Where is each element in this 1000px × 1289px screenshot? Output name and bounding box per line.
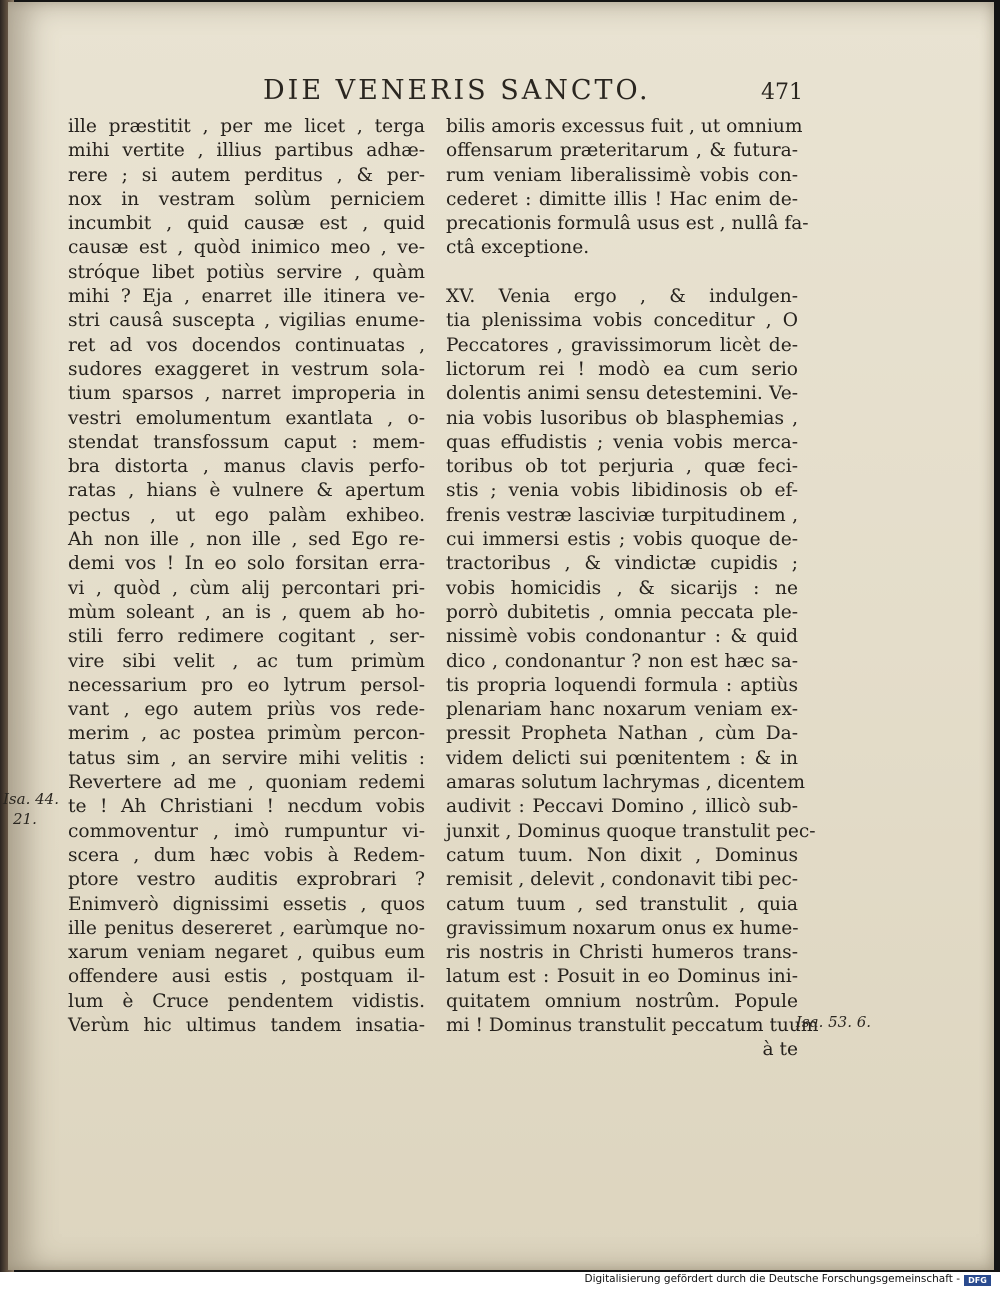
book-page [3, 2, 994, 1270]
text-line: xarum veniam negaret , quibus eum [68, 942, 425, 964]
text-line: vant , ego autem priùs vos rede- [68, 699, 425, 721]
text-line: nia vobis lusoribus ob blasphemias , [446, 407, 798, 429]
text-line: tis propria loquendi formula : aptiùs [446, 674, 798, 696]
text-line: offendere ausi estis , postquam il- [68, 966, 425, 988]
text-line: lictorum rei ! modò ea cum serio [446, 358, 798, 380]
text-line: quas effudistis ; venia vobis merca- [446, 431, 798, 453]
text-line: pressit Propheta Nathan , cùm Da- [446, 723, 798, 745]
text-line: rere ; si autem perditus , & per- [68, 164, 425, 186]
text-line: lum è Cruce pendentem vidistis. [68, 990, 425, 1012]
text-line: stis ; venia vobis libidinosis ob ef- [446, 480, 798, 502]
text-line: dico , condonantur ? non est hæc sa- [446, 650, 798, 672]
text-line: gravissimum noxarum onus ex hume- [446, 917, 799, 939]
text-line: tractoribus , & vindictæ cupidis ; [446, 553, 798, 575]
text-line: rum veniam liberalissimè vobis con- [446, 164, 798, 186]
text-line: merim , ac postea primùm percon- [68, 723, 425, 745]
text-line: quitatem omnium nostrûm. Popule [446, 990, 798, 1012]
text-line: pectus , ut ego palàm exhibeo. [68, 504, 425, 526]
text-line: ris nostris in Christi humeros trans- [446, 942, 798, 964]
text-line: causæ est , quòd inimico meo , ve- [68, 237, 425, 259]
text-line: catum tuum , sed transtulit , quia [446, 893, 798, 915]
text-line: plenariam hanc noxarum veniam ex- [446, 699, 798, 721]
text-line: frenis vestræ lasciviæ turpitudinem , [446, 504, 798, 526]
text-line: vestri emolumentum exantlata , o- [68, 407, 425, 429]
text-line: mùm soleant , an is , quem ab ho- [68, 601, 425, 623]
text-column-right [446, 115, 819, 1063]
text-line: ptore vestro auditis exprobrari ? [68, 869, 425, 891]
text-line: demi vos ! In eo solo forsitan erra- [68, 553, 425, 575]
margin-reference-right: Isa. 53. 6. [796, 1013, 872, 1031]
text-line: incumbit , quid causæ est , quid [68, 213, 425, 235]
text-line: vobis homicidis , & sicarijs : ne [446, 577, 798, 599]
margin-reference-left [3, 789, 59, 829]
text-line: nox in vestram solùm perniciem [68, 188, 425, 210]
text-line: à te [762, 1039, 798, 1061]
text-line: ret ad vos docendos continuatas , [68, 334, 425, 356]
text-line: XV. Venia ergo , & indulgen- [446, 286, 798, 308]
text-line: te ! Ah Christiani ! necdum vobis [68, 796, 425, 818]
text-line: tia plenissima vobis conceditur , O [446, 310, 798, 332]
text-line: cederet : dimitte illis ! Hac enim de- [446, 188, 798, 210]
page-number: 471 [761, 80, 803, 105]
text-line: scera , dum hæc vobis à Redem- [68, 844, 425, 866]
text-line: mi ! Dominus transtulit peccatum tuum [446, 1014, 819, 1036]
text-line: porrò dubitetis , omnia peccata ple- [446, 601, 798, 623]
text-line: tatus sim , an servire mihi velitis : [68, 747, 425, 769]
digitization-footer [0, 1272, 1000, 1289]
text-line: junxit , Dominus quoque transtulit pec- [446, 820, 816, 842]
text-line: stri causâ suscepta , vigilias enume- [68, 310, 425, 332]
text-line: vi , quòd , cùm alij percontari pri- [68, 577, 425, 599]
text-line: Enimverò dignissimi essetis , quos [68, 893, 425, 915]
dfg-logo: DFG [964, 1275, 991, 1286]
text-line: remisit , delevit , condonavit tibi pec- [446, 869, 799, 891]
text-line: offensarum præteritarum , & futura- [446, 140, 798, 162]
margin-ref-line: Isa. 44. [3, 790, 59, 808]
text-line: bra distorta , manus clavis perfo- [68, 456, 425, 478]
text-line: toribus ob tot perjuria , quæ feci- [446, 456, 798, 478]
text-line: amaras solutum lachrymas , dicentem [446, 772, 806, 794]
text-line: tium sparsos , narret improperia in [68, 383, 425, 405]
text-line: Ah non ille , non ille , sed Ego re- [68, 529, 425, 551]
text-line: necessarium pro eo lytrum persol- [68, 674, 425, 696]
text-line: videm delicti sui pœnitentem : & in [446, 747, 798, 769]
text-line [446, 261, 798, 285]
text-line: sudores exaggeret in vestrum sola- [68, 358, 425, 380]
text-line: dolentis animi sensu detestemini. Ve- [446, 383, 798, 405]
margin-ref-line: 21. [13, 810, 37, 828]
text-line: mihi vertite , illius partibus adhæ- [68, 140, 425, 162]
text-line: Revertere ad me , quoniam redemi [68, 772, 425, 794]
text-line: nissimè vobis condonantur : & quid [446, 626, 798, 648]
text-line: ctâ exceptione. [446, 237, 590, 259]
text-line: stili ferro redimere cogitant , ser- [68, 626, 425, 648]
text-line: cui immersi estis ; vobis quoque de- [446, 529, 798, 551]
text-column-left [68, 115, 425, 1038]
text-line: stendat transfossum caput : mem- [68, 431, 425, 453]
text-line: ratas , hians è vulnere & apertum [68, 480, 425, 502]
text-line: ille penitus desereret , earùmque no- [68, 917, 425, 939]
running-title: DIE VENERIS SANCTO. [263, 75, 651, 106]
text-line: Peccatores , gravissimorum licèt de- [446, 334, 798, 356]
footer-credit: Digitalisierung gefördert durch die Deutsche Forschungsgemeinschaft - [584, 1273, 960, 1285]
text-line: mihi ? Eja , enarret ille itinera ve- [68, 286, 425, 308]
text-line: vire sibi velit , ac tum primùm [68, 650, 425, 672]
text-line: catum tuum. Non dixit , Dominus [446, 844, 798, 866]
text-line: ille præstitit , per me licet , terga [68, 116, 425, 137]
text-line: bilis amoris excessus fuit , ut omnium [446, 116, 803, 137]
text-line: commoventur , imò rumpuntur vi- [68, 820, 425, 842]
text-line: latum est : Posuit in eo Dominus ini- [446, 966, 798, 988]
text-line: stróque libet potiùs servire , quàm [68, 261, 425, 283]
text-line: Verùm hic ultimus tandem insatia- [68, 1014, 425, 1036]
text-line: precationis formulâ usus est , nullâ fa- [446, 213, 809, 235]
text-line: audivit : Peccavi Domino , illicò sub- [446, 796, 798, 818]
